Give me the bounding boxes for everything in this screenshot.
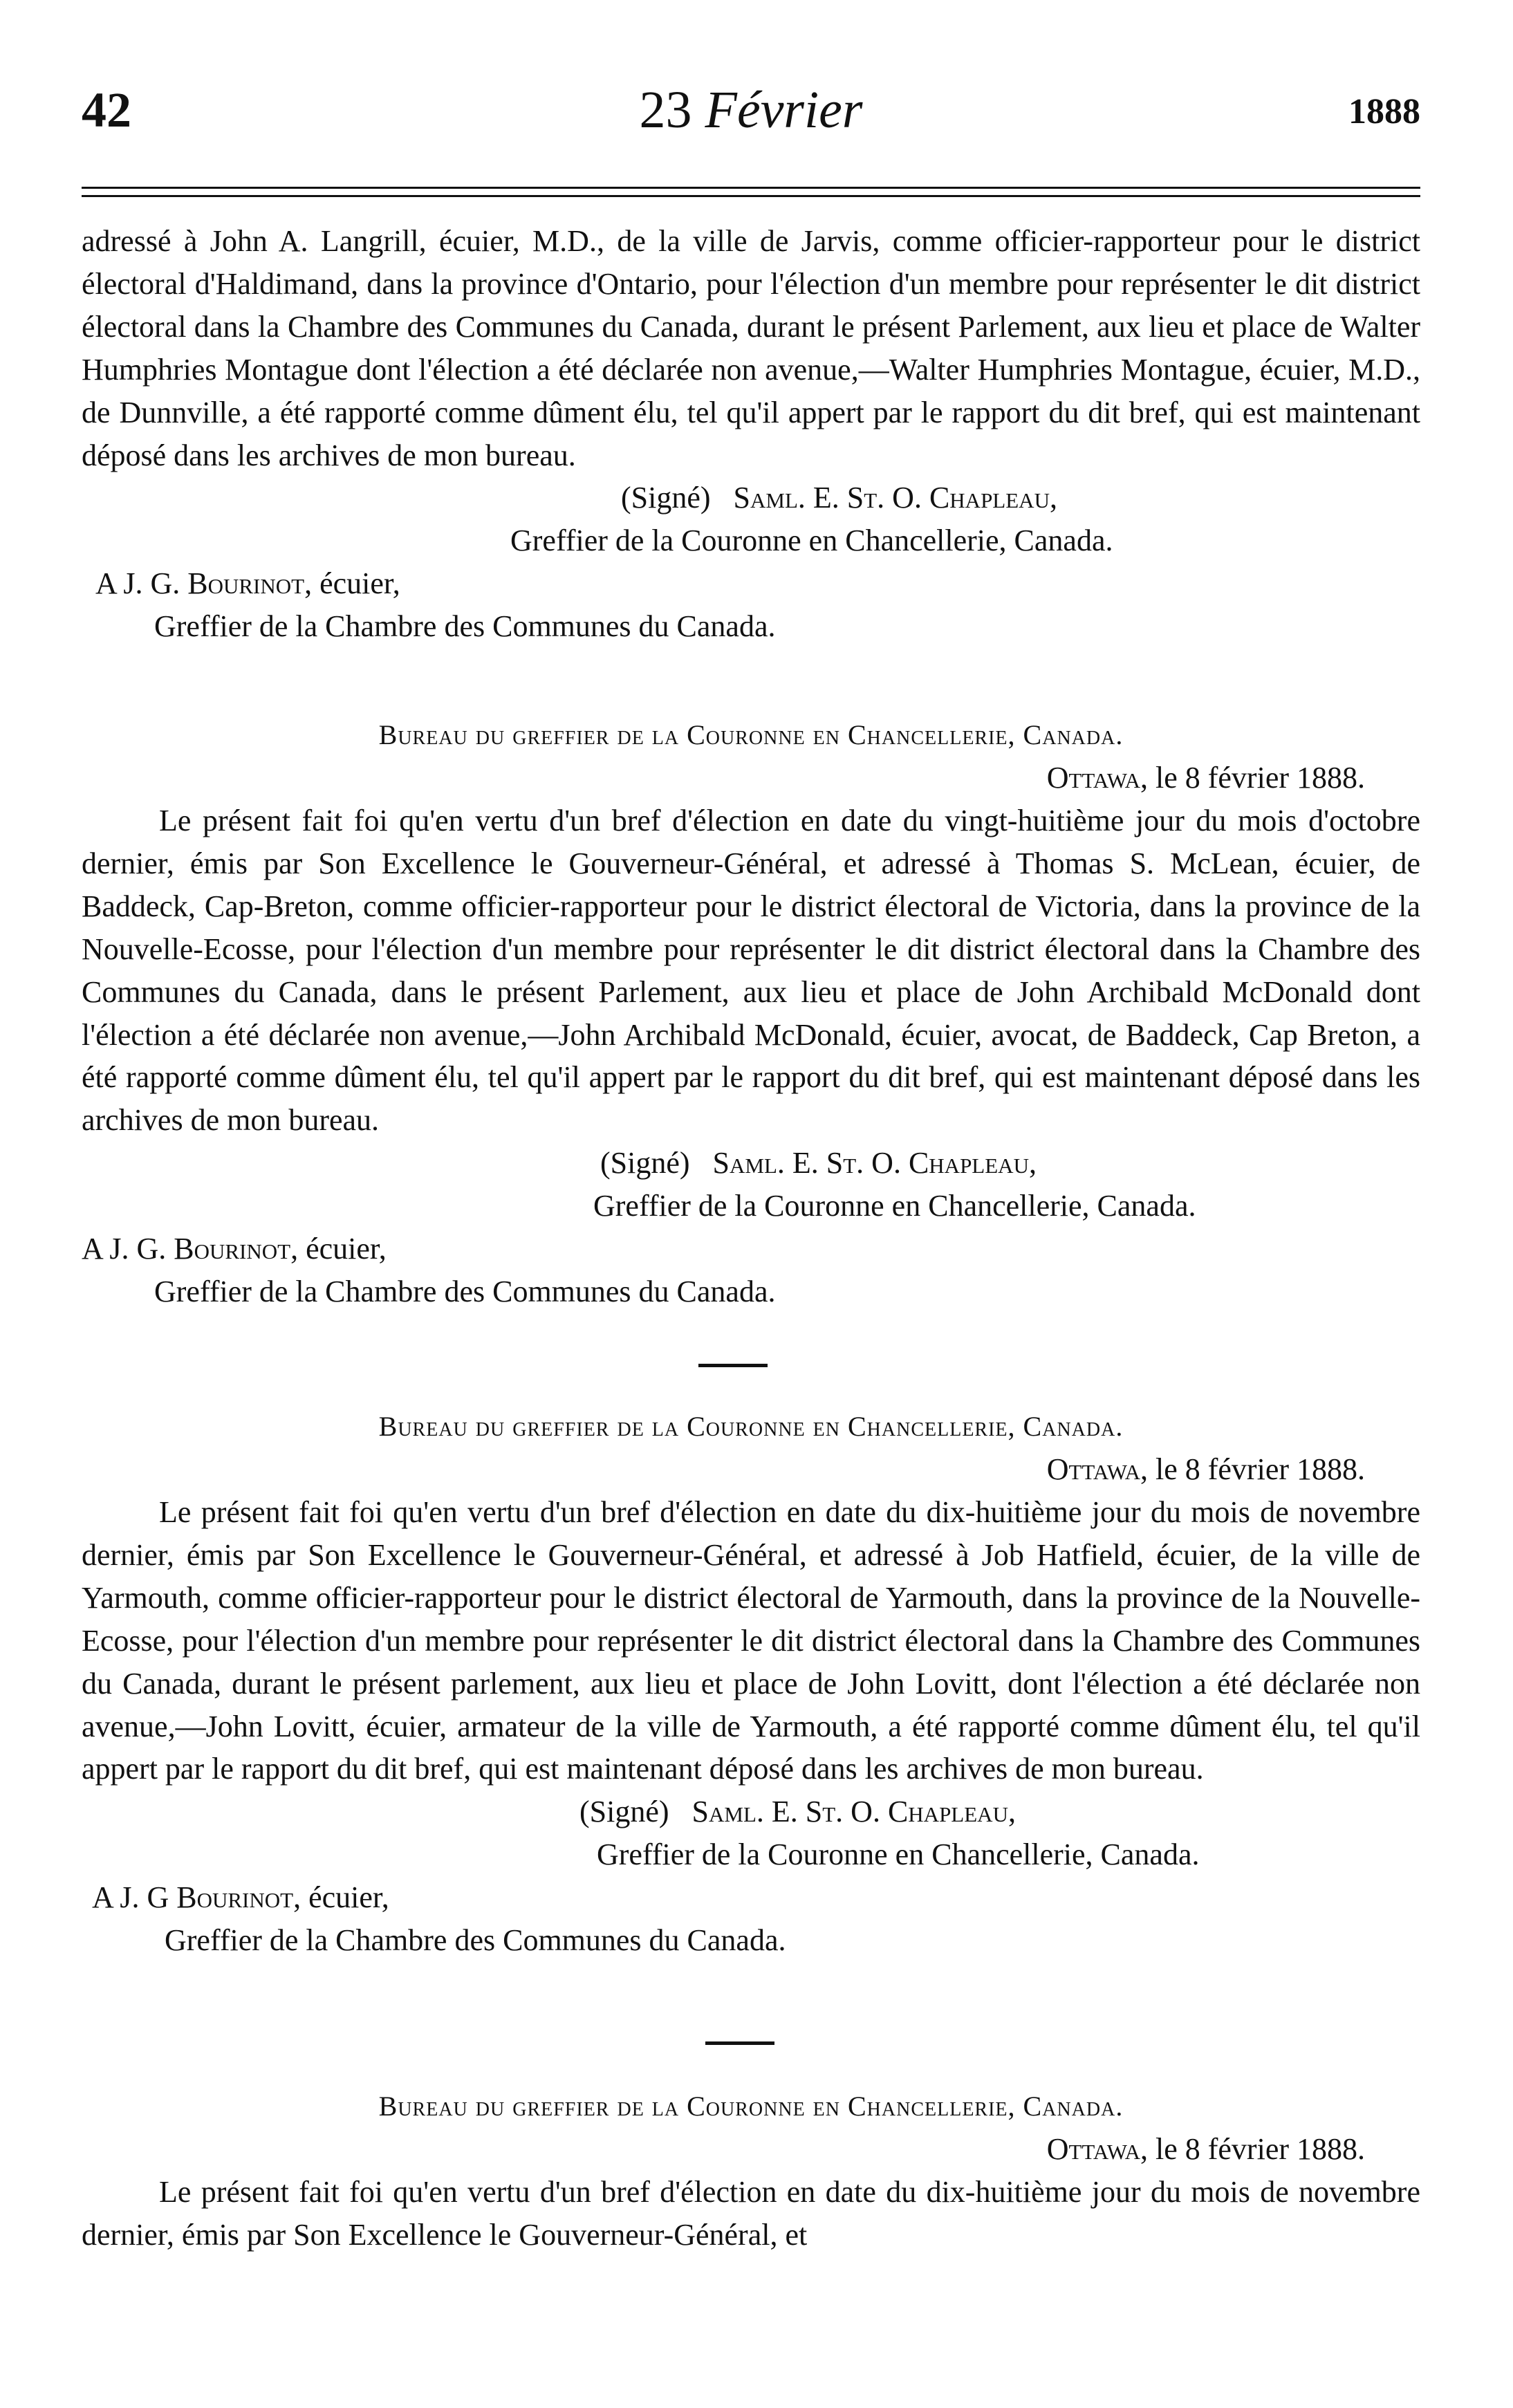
entry-3 [82,1405,1420,1962]
entry-3-signature [82,1790,1420,1833]
signed-label: (Signé) [621,481,711,515]
entry-1-body: adressé à John A. Langrill, écuier, M.D., de la ville de Jarvis, comme officier-rapporteur pour le district électoral d'Haldimand, dans la province d'Ontario, pour l'élection d'un membre pour représenter le dit district électoral dans la Chambre des Communes du Canada, durant le présent Parlement, aux lieu et place de Walter Humphries Montague dont l'élection a été déclarée non avenue,—Walter Humphries Montague, écuier, M.D., de Dunnville, a été rapporté comme dûment élu, tel qu'il appert par le rapport du dit bref, qui est maintenant déposé dans les archives de mon bureau. [82,224,1420,472]
entry-4-dateline [82,2128,1420,2171]
header-rule-top [82,187,1420,189]
entry-2-signature [82,1142,1420,1185]
header-month: Février [705,81,863,139]
page-header [82,82,1420,137]
entry-1-signature [82,476,1420,519]
entry-3-body: Le présent fait foi qu'en vertu d'un bref d'élection en date du dix-huitième jour du mois de novembre dernier, émis par Son Excellence le Gouverneur-Général, et adressé à Job Hatfield, écuier, de la ville de Yarmouth, comme officier-rapporteur pour le district électoral de Yarmouth, dans la province de la Nouvelle-Ecosse, pour l'élection d'un membre pour représenter le dit district électoral dans la Chambre des Communes du Canada, durant le présent parlement, aux lieu et place de John Lovitt, dont l'élection a été déclarée non avenue,—John Lovitt, écuier, armateur de la ville de Yarmouth, a été rapporté comme dûment élu, tel qu'il appert par le rapport du dit bref, qui est maintenant déposé dans les archives de mon bureau. [82,1495,1420,1786]
recipient-suffix: écuier, [319,566,400,601]
section-divider [705,2041,774,2045]
recipient-name: Bourinot, [176,1880,301,1915]
entry-3-heading: Bureau du greffier de la Couronne en Chancellerie, Canada. [378,1411,1124,1442]
header-rule-bottom [82,195,1420,197]
dateline-place: Ottawa, [1046,761,1148,795]
recipient-prefix: A J. G. [95,566,180,601]
signed-label: (Signé) [579,1795,669,1829]
signer-title: Greffier de la Couronne en Chancellerie, Canada. [593,1189,1196,1223]
entry-2-heading: Bureau du greffier de la Couronne en Chancellerie, Canada. [378,719,1124,750]
signer-name: Saml. E. St. O. Chapleau, [733,481,1057,515]
recipient-title: Greffier de la Chambre des Communes du Canada. [165,1923,786,1958]
entry-2-recipient [82,1228,1420,1270]
entry-1 [82,220,1420,648]
dateline-date: le 8 février 1888. [1155,761,1365,795]
entry-4-body: Le présent fait foi qu'en vertu d'un bref d'élection en date du dix-huitième jour du mois de novembre dernier, émis par Son Excellence le Gouverneur-Général, et [82,2175,1420,2252]
dateline-date: le 8 février 1888. [1155,2132,1365,2166]
recipient-prefix: A J. G. [82,1232,167,1266]
recipient-name: Bourinot, [174,1232,299,1266]
recipient-name: Bourinot, [187,566,313,601]
recipient-suffix: écuier, [308,1880,389,1915]
entry-2-dateline [82,757,1420,799]
entry-2-body: Le présent fait foi qu'en vertu d'un bref d'élection en date du vingt-huitième jour du mois d'octobre dernier, émis par Son Excellence le Gouverneur-Général, et adressé à Thomas S. McLean, écuier, de Baddeck, Cap-Breton, comme officier-rapporteur pour le district électoral de Victoria, dans la province de la Nouvelle-Ecosse, pour l'élection d'un membre pour représenter le dit district électoral dans la Chambre des Communes du Canada, dans le présent Parlement, aux lieu et place de John Archibald McDonald dont l'élection a été déclarée non avenue,—John Archibald McDonald, écuier, avocat, de Baddeck, Cap Breton, a été rapporté comme dûment élu, tel qu'il appert par le rapport du dit bref, qui est maintenant déposé dans les archives de mon bureau. [82,804,1420,1138]
signer-title: Greffier de la Couronne en Chancellerie, Canada. [510,524,1113,558]
entry-3-recipient [82,1876,1420,1919]
recipient-prefix: A J. G [92,1880,169,1915]
header-day: 23 [639,81,692,139]
dateline-place: Ottawa, [1046,1452,1148,1486]
header-date [82,80,1420,140]
signer-title: Greffier de la Couronne en Chancellerie, Canada. [597,1837,1200,1872]
recipient-suffix: écuier, [306,1232,387,1266]
entry-3-dateline [82,1448,1420,1491]
recipient-title: Greffier de la Chambre des Communes du Canada. [154,1275,776,1309]
page-number: 42 [82,82,131,138]
signed-label: (Signé) [600,1146,690,1180]
entry-1-recipient [82,562,1420,605]
dateline-place: Ottawa, [1046,2132,1148,2166]
header-year: 1888 [1348,92,1420,131]
entry-4-heading: Bureau du greffier de la Couronne en Chancellerie, Canada. [378,2091,1124,2122]
section-divider [698,1364,768,1367]
dateline-date: le 8 février 1888. [1155,1452,1365,1486]
entry-4 [82,2085,1420,2257]
entry-2 [82,714,1420,1313]
signer-name: Saml. E. St. O. Chapleau, [712,1146,1037,1180]
signer-name: Saml. E. St. O. Chapleau, [691,1795,1016,1829]
recipient-title: Greffier de la Chambre des Communes du Canada. [154,609,776,644]
